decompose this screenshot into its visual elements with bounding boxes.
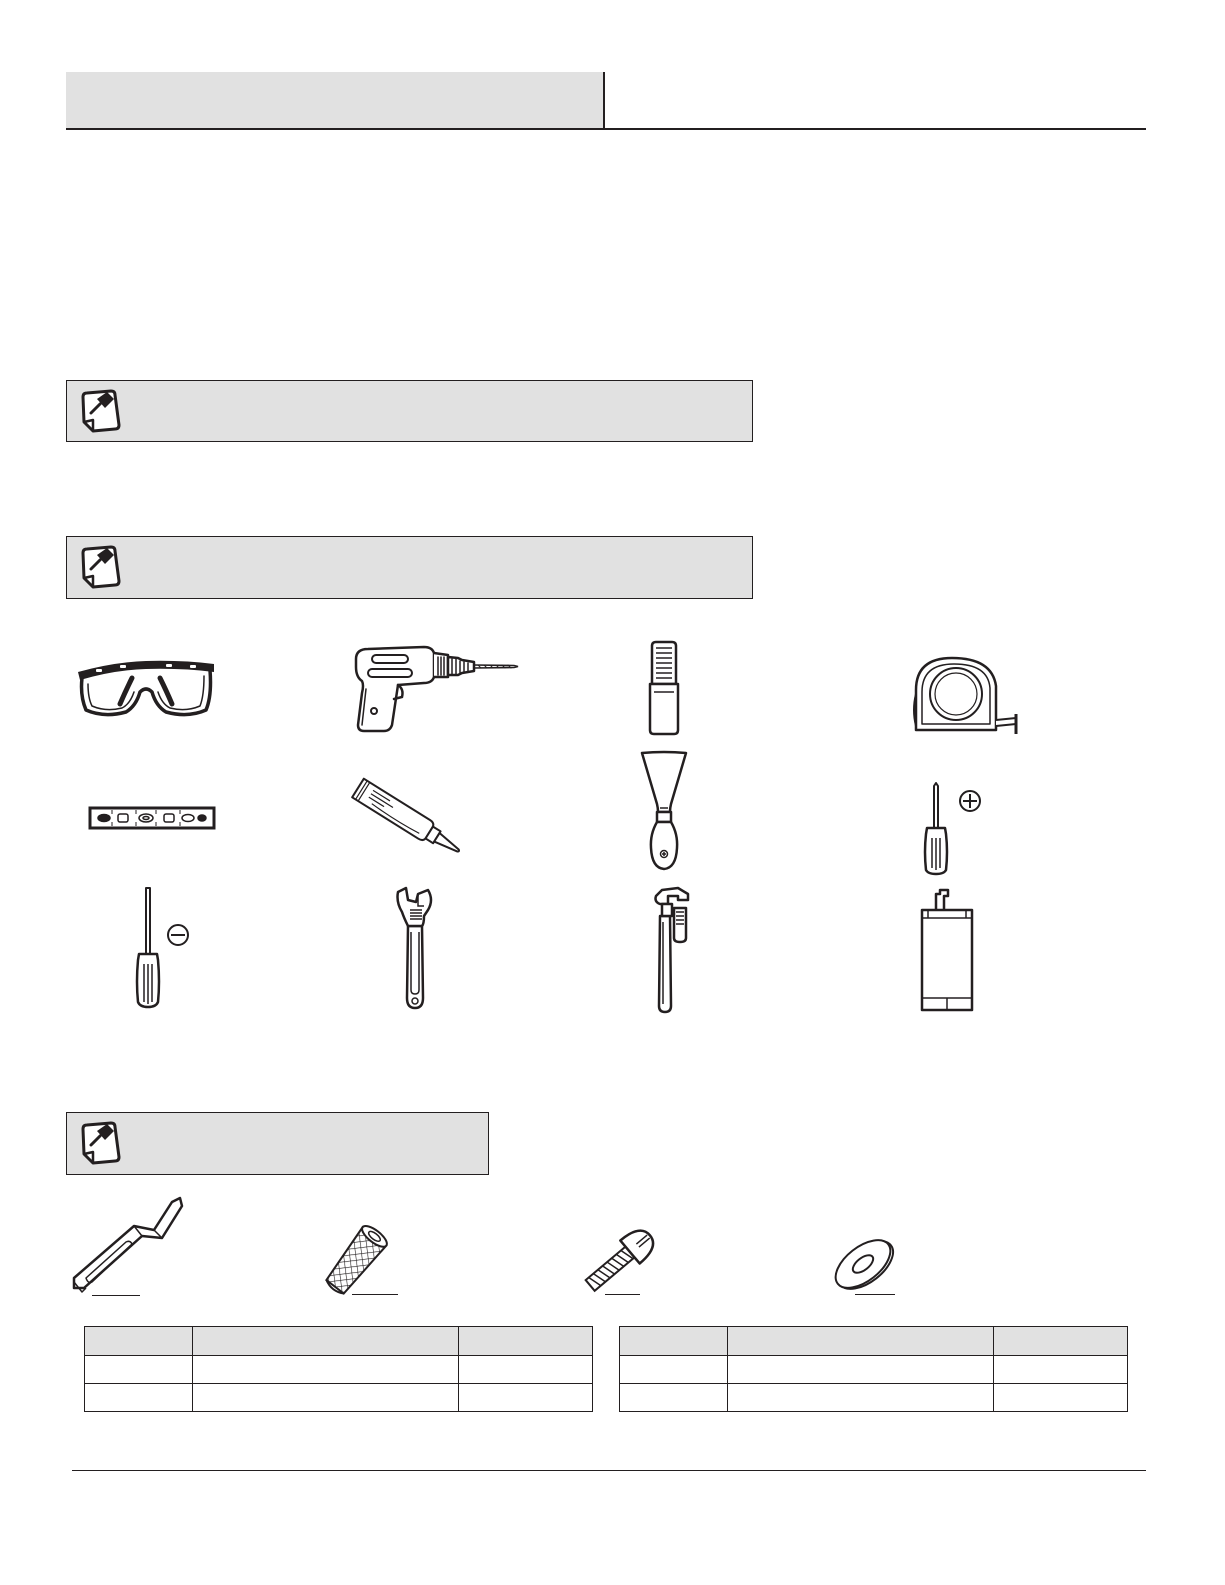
- table-cell: [620, 1356, 728, 1384]
- table-header-row: [85, 1327, 593, 1356]
- header-rule: [66, 128, 1146, 130]
- adjustable-wrench-icon: [394, 886, 436, 1012]
- table-cell: [728, 1384, 994, 1412]
- table-header-cell: [85, 1327, 193, 1356]
- safety-glasses-icon: [74, 656, 218, 720]
- table-header-cell: [728, 1327, 994, 1356]
- table-header-row: [620, 1327, 1128, 1356]
- caulk-cartridge-icon: [918, 888, 976, 1014]
- table-header-cell: [620, 1327, 728, 1356]
- table-cell: [193, 1356, 459, 1384]
- header-divider: [603, 72, 605, 129]
- power-drill-icon: [352, 643, 520, 735]
- table-cell: [85, 1356, 193, 1384]
- table-cell: [728, 1356, 994, 1384]
- table-header-cell: [459, 1327, 593, 1356]
- note-box: [66, 536, 753, 599]
- table-cell: [459, 1356, 593, 1384]
- hardware-label: [605, 1281, 640, 1295]
- sealant-tube-icon: [348, 774, 472, 856]
- tape-measure-icon: [912, 654, 1024, 736]
- table-row: [620, 1384, 1128, 1412]
- table-cell: [85, 1384, 193, 1412]
- footer-rule: [72, 1470, 1146, 1471]
- table-row: [85, 1356, 593, 1384]
- masonry-bit-icon: [638, 640, 690, 736]
- putty-knife-icon: [638, 750, 690, 872]
- section-header: [66, 72, 604, 128]
- pipe-wrench-icon: [648, 886, 694, 1014]
- note-pin-icon: [79, 543, 123, 591]
- table-header-cell: [193, 1327, 459, 1356]
- table-cell: [193, 1384, 459, 1412]
- table-cell: [994, 1356, 1128, 1384]
- table-row: [85, 1384, 593, 1412]
- table-cell: [620, 1384, 728, 1412]
- note-pin-icon: [79, 387, 123, 435]
- parts-table: [619, 1326, 1128, 1412]
- phillips-screwdriver-icon: [904, 782, 986, 876]
- parts-table: [84, 1326, 593, 1412]
- note-box: [66, 1112, 489, 1175]
- note-box: [66, 380, 753, 442]
- table-cell: [459, 1384, 593, 1412]
- table-row: [620, 1356, 1128, 1384]
- note-pin-icon: [79, 1119, 123, 1167]
- hardware-label: [352, 1281, 398, 1295]
- mounting-bracket-icon: [70, 1196, 184, 1296]
- level-icon: [88, 806, 216, 830]
- flathead-screwdriver-icon: [134, 886, 192, 1010]
- table-header-cell: [994, 1327, 1128, 1356]
- hardware-label: [92, 1282, 140, 1296]
- hardware-label: [855, 1281, 895, 1295]
- table-cell: [994, 1384, 1128, 1412]
